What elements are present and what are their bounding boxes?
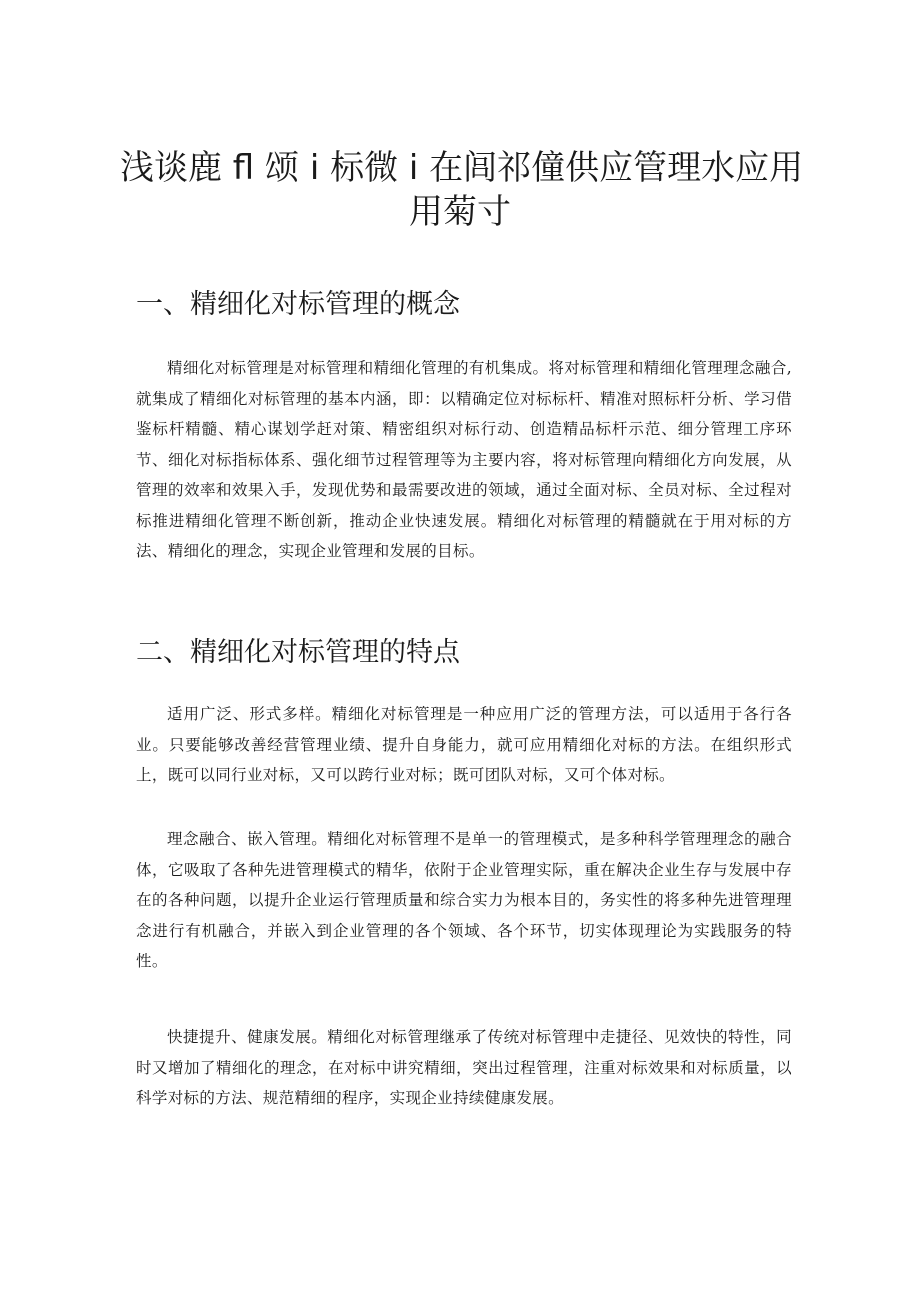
paragraph-feature-concept-fusion: 理念融合、嵌入管理。精细化对标管理不是单一的管理模式，是多种科学管理理念的融合体，它吸取了各种先进管理模式的精华，依附于企业管理实际，重在解决企业生存与发展中存在的各种问题，以提升企业运行管理质量和综合实力为根本目的，务实性的将多种先进管理理念进行有机融合，并嵌入到企业管理的各个领域、各个环节，切实体现理论为实践服务的特性。 [136, 830, 792, 970]
paragraph-concept: 精细化对标管理是对标管理和精细化管理的有机集成。将对标管理和精细化管理理念融合,就集成了精细化对标管理的基本内涵，即：以精确定位对标标杆、精准对照标杆分析、学习借鉴标杆精髓、精心谋划学赶对策、精密组织对标行动、创造精品标杆示范、细分管理工序环节、细化对标指标体系、强化细节过程管理等为主要内容，将对标管理向精细化方向发展，从管理的效率和效果入手，发现优势和最需要改进的领域，通过全面对标、全员对标、全过程对标推进精细化管理不断创新，推动企业快速发展。精细化对标管理的精髓就在于用对标的方法、精细化的理念，实现企业管理和发展的目标。 [136, 359, 792, 560]
document-title-line-2: 用菊寸 [409, 192, 511, 232]
document-title-line-1: 浅谈鹿 fl 颂 i 标微 i 在闾祁僮供应管理水应用 [120, 148, 804, 188]
section-heading-concept: 一、精细化对标管理的概念 [136, 289, 460, 320]
paragraph-feature-wide-application: 适用广泛、形式多样。精细化对标管理是一种应用广泛的管理方法，可以适用于各行各业。只要能够改善经营管理业绩、提升自身能力，就可应用精细化对标的方法。在组织形式上，既可以同行业对标，又可以跨行业对标；既可团队对标，又可个体对标。 [136, 705, 792, 784]
paragraph-feature-rapid-improvement: 快捷提升、健康发展。精细化对标管理继承了传统对标管理中走捷径、见效快的特性，同时又增加了精细化的理念，在对标中讲究精细，突出过程管理，注重对标效果和对标质量，以科学对标的方法、规范精细的程序，实现企业持续健康发展。 [136, 1028, 792, 1107]
section-heading-features: 二、精细化对标管理的特点 [136, 637, 460, 668]
